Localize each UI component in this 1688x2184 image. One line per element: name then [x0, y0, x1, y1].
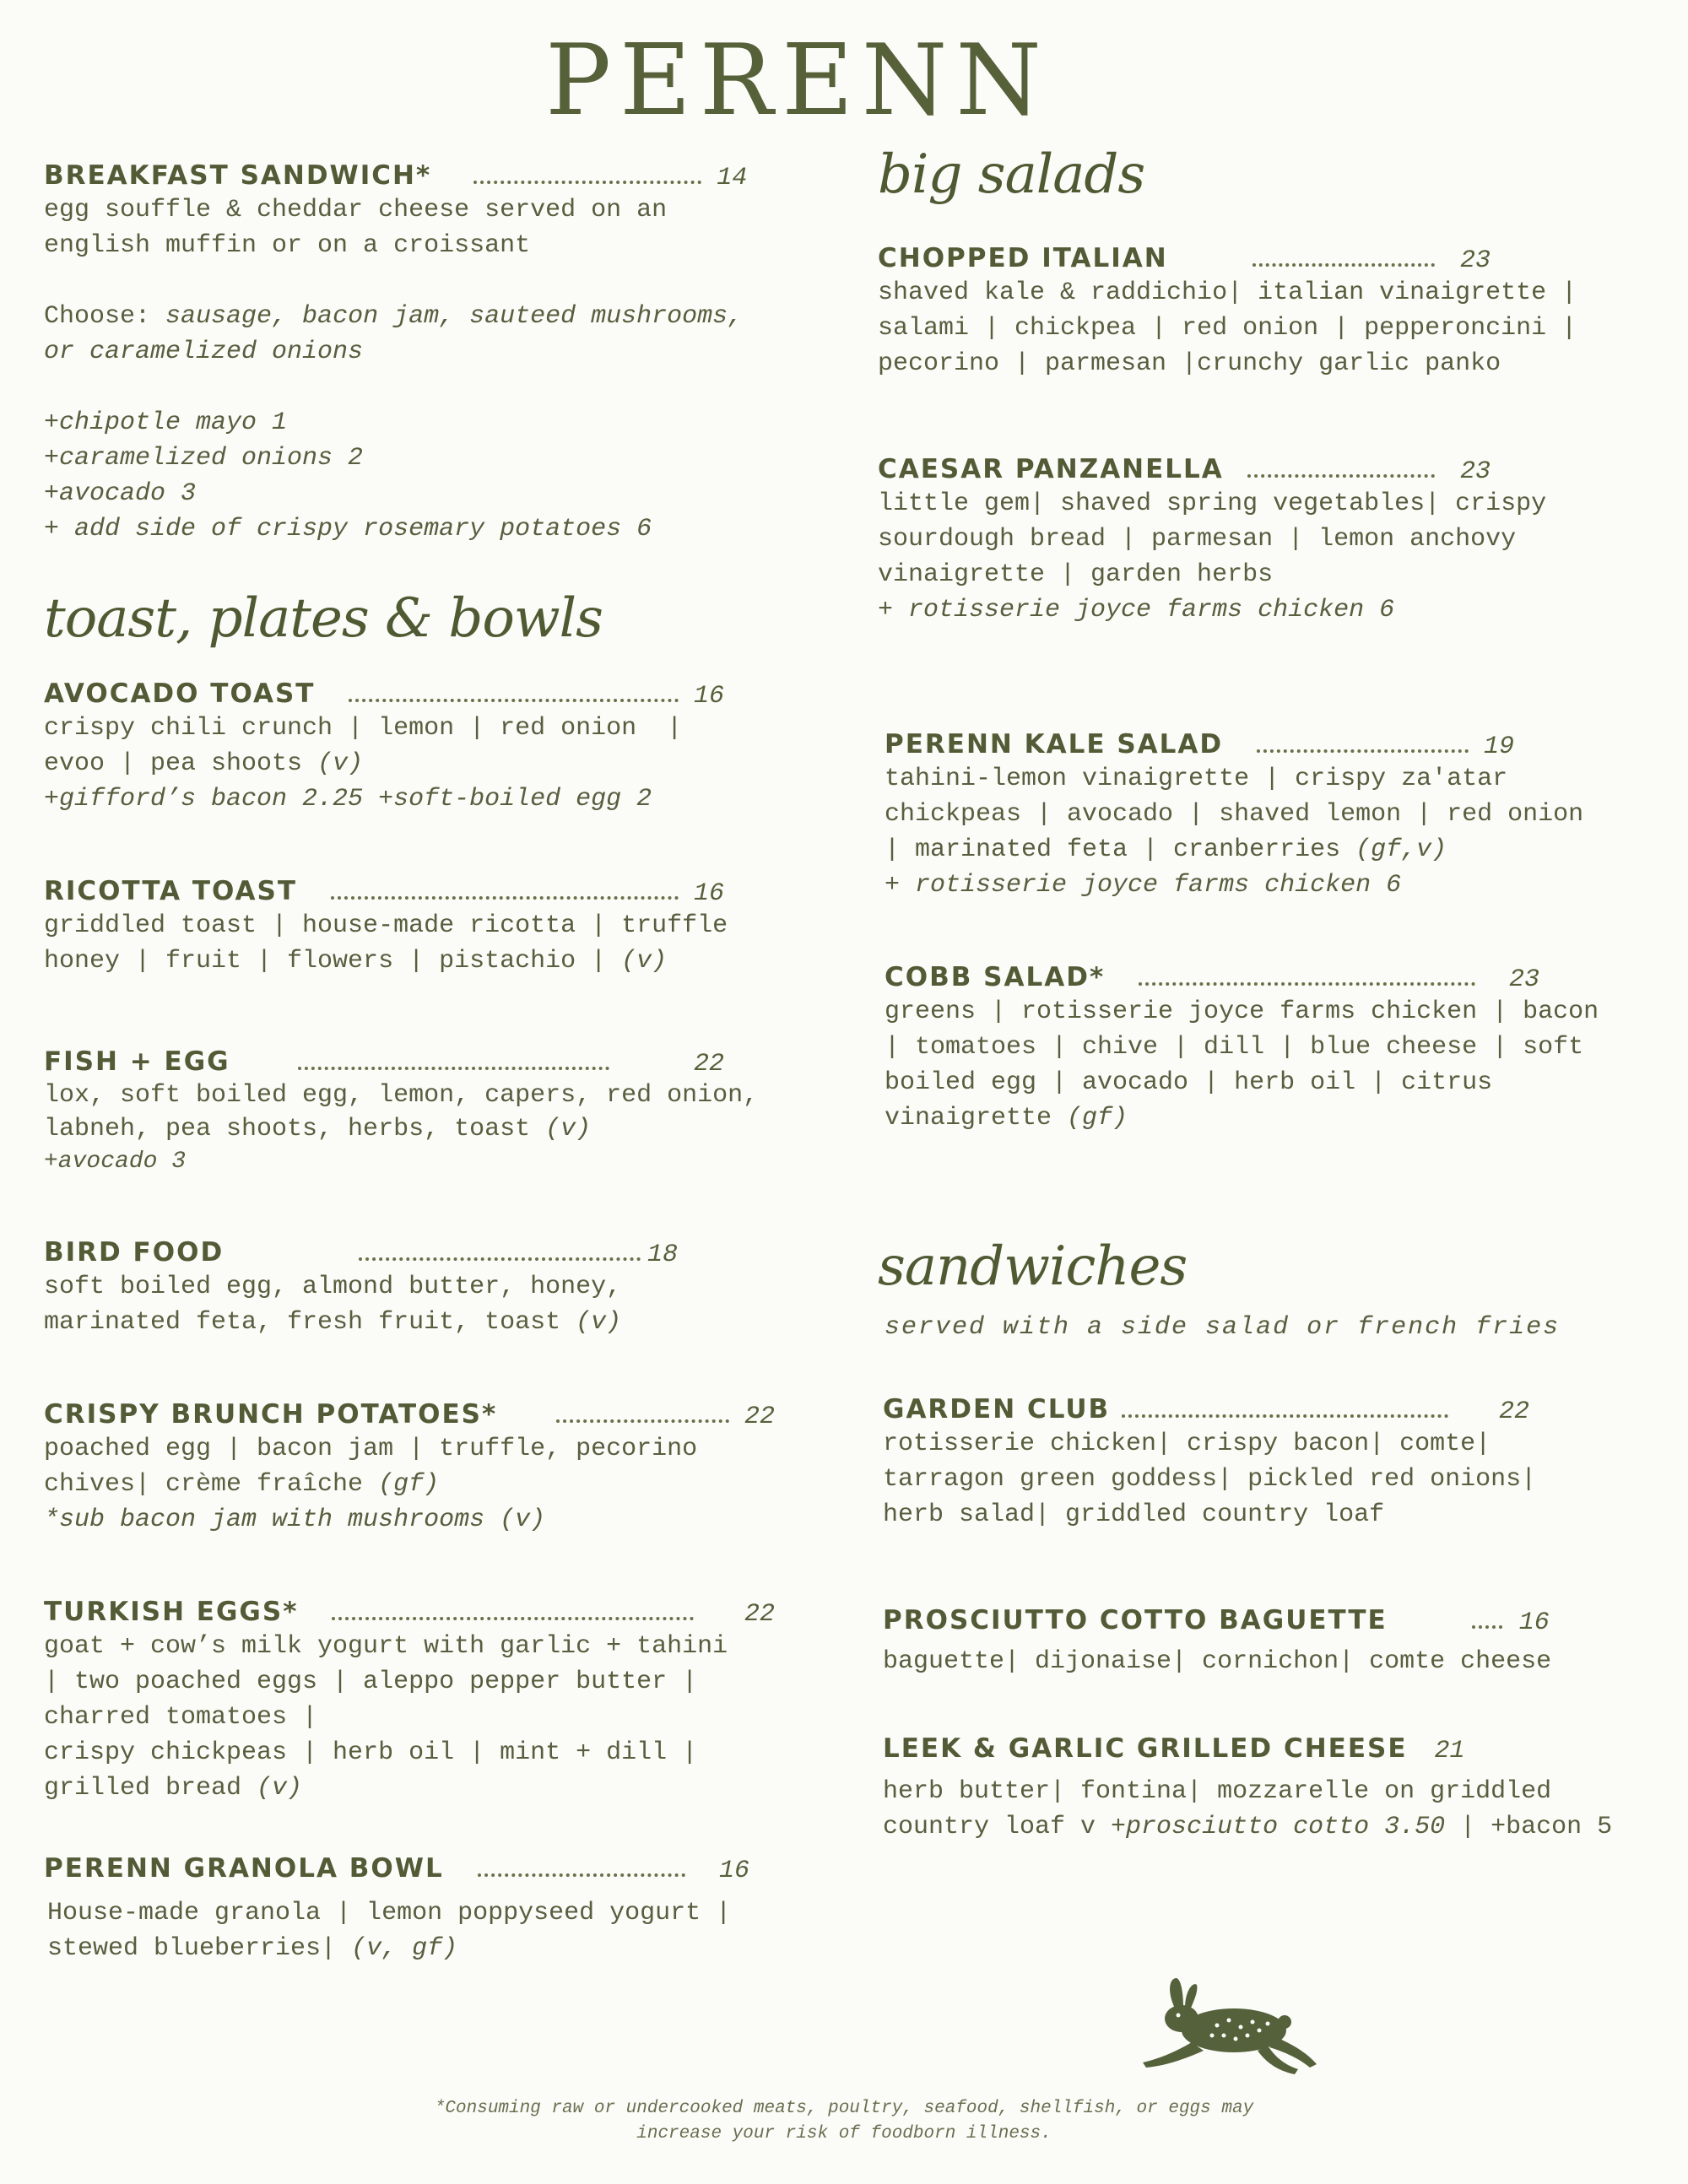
- leader-dots: [556, 1419, 729, 1423]
- dietary-tag: (gf): [378, 1470, 440, 1499]
- menu-item: [44, 1237, 803, 1340]
- leader-dots: [473, 181, 701, 184]
- item-description: poached egg | bacon jam | truffle, pecorino chives| crème fraîche: [44, 1435, 698, 1499]
- item-description: lox, soft boiled egg, lemon, capers, red onion, labneh, pea shoots, herbs, toast: [44, 1081, 759, 1143]
- section-heading-toast-plates-bowls: toast, plates & bowls: [44, 587, 603, 650]
- dietary-tag: (v): [257, 1774, 303, 1803]
- dietary-tag: (v): [545, 1115, 592, 1143]
- leader-dots: [1472, 1625, 1502, 1629]
- leader-dots: [332, 1617, 694, 1620]
- item-name: BIRD FOOD: [44, 1237, 225, 1268]
- item-price: 16: [694, 879, 725, 908]
- item-price: 19: [1484, 733, 1515, 761]
- menu-item-breakfast-sandwich: [44, 160, 803, 547]
- item-name: RICOTTA TOAST: [44, 876, 298, 906]
- right-column: [878, 143, 1654, 1845]
- item-description: soft boiled egg, almond butter, honey, marinated feta, fresh fruit, toast: [44, 1273, 622, 1337]
- leader-dots: [1247, 474, 1435, 478]
- leader-dots: [349, 699, 679, 702]
- section-heading-sandwiches: sandwiches: [878, 1235, 1188, 1298]
- item-name: CHOPPED ITALIAN: [878, 243, 1168, 273]
- menu-item: [44, 1046, 803, 1178]
- item-name: PROSCIUTTO COTTO BAGUETTE: [883, 1605, 1388, 1635]
- item-name: LEEK & GARLIC GRILLED CHEESE: [883, 1733, 1408, 1764]
- menu-item: [883, 1394, 1654, 1533]
- item-description: rotisserie chicken| crispy bacon| comte| tarragon green goddess| pickled red onions| herb salad| griddled country loaf: [883, 1430, 1537, 1529]
- leader-dots: [1139, 982, 1475, 986]
- leader-dots: [1252, 263, 1435, 267]
- menu-item: [885, 729, 1654, 903]
- menu-item: [44, 678, 803, 817]
- item-description: griddled toast | house-made ricotta | truffle honey | fruit | flowers | pistachio |: [44, 911, 728, 976]
- item-price: 22: [744, 1600, 776, 1629]
- item-extra: + rotisserie joyce farms chicken 6: [885, 871, 1402, 900]
- item-addon: +prosciutto cotto 3.50: [1111, 1813, 1446, 1841]
- menu-item: [878, 454, 1654, 628]
- sandwiches-subheading: served with a side salad or french fries: [885, 1313, 1561, 1342]
- item-description: little gem| shaved spring vegetables| crispy sourdough bread | parmesan | lemon anchovy vinaigrette | garden herbs: [878, 489, 1547, 589]
- section-heading-big-salads: big salads: [878, 143, 1145, 206]
- item-price: 14: [717, 164, 748, 192]
- menu-item: [44, 876, 803, 979]
- item-price: 23: [1460, 457, 1491, 486]
- item-description: crispy chili crunch | lemon | red onion | evoo | pea shoots: [44, 714, 683, 778]
- item-price: 23: [1509, 965, 1540, 994]
- item-name: CAESAR PANZANELLA: [878, 454, 1224, 484]
- item-name: PERENN GRANOLA BOWL: [44, 1853, 444, 1884]
- leader-dots: [359, 1257, 641, 1261]
- item-name: AVOCADO TOAST: [44, 678, 316, 709]
- menu-item: [44, 1399, 803, 1538]
- item-price: 16: [694, 682, 725, 711]
- restaurant-title: PERENN: [545, 24, 1050, 138]
- item-description: baguette| dijonaise| cornichon| comte cheese: [883, 1647, 1552, 1676]
- item-extra: *sub bacon jam with mushrooms (v): [44, 1506, 546, 1534]
- item-price: 16: [1518, 1608, 1550, 1637]
- item-description: shaved kale & raddichio| italian vinaigrette | salami | chickpea | red onion | pepperoncini | pecorino | parmesan |crunchy garlic panko: [878, 278, 1577, 378]
- item-name: BREAKFAST SANDWICH*: [44, 160, 432, 191]
- item-name: CRISPY BRUNCH POTATOES*: [44, 1399, 498, 1430]
- menu-item: [885, 962, 1654, 1136]
- menu-item: [44, 1853, 803, 1966]
- dietary-tag: (v): [621, 947, 668, 976]
- item-price: 16: [719, 1857, 750, 1885]
- dietary-tag: (gf,v): [1355, 835, 1447, 864]
- item-description: greens | rotisserie joyce farms chicken | bacon | tomatoes | chive | dill | blue cheese | soft boiled egg | avocado | herb oil | citrus vinaigrette: [885, 997, 1599, 1133]
- item-price: 22: [1499, 1397, 1530, 1426]
- item-description: tahini-lemon vinaigrette | crispy za'atar chickpeas | avocado | shaved lemon | red onion | marinated feta | cranberries: [885, 765, 1584, 864]
- menu-item: [44, 1597, 803, 1806]
- item-extra: +gifford’s bacon 2.25 +soft-boiled egg 2: [44, 785, 652, 814]
- item-extra: +avocado 3: [44, 1149, 187, 1175]
- dietary-tag: (v, gf): [351, 1934, 458, 1963]
- dietary-tag: (v): [576, 1308, 622, 1337]
- menu-item: [883, 1733, 1654, 1845]
- item-name: GARDEN CLUB: [883, 1394, 1111, 1424]
- item-price: 23: [1460, 246, 1491, 275]
- item-price: 21: [1434, 1737, 1465, 1765]
- item-price: 22: [694, 1050, 725, 1078]
- item-description: goat + cow’s milk yogurt with garlic + tahini | two poached eggs | aleppo pepper butter | charred tomatoes | crispy chickpeas | herb oil | mint + dill | grilled bread: [44, 1632, 728, 1803]
- dietary-tag: (v): [317, 749, 364, 778]
- item-description: herb butter| fontina| mozzarelle on griddled country loaf v: [883, 1777, 1552, 1841]
- item-name: PERENN KALE SALAD: [885, 729, 1224, 760]
- dietary-tag: (gf): [1067, 1104, 1128, 1133]
- item-name: TURKISH EGGS*: [44, 1597, 299, 1627]
- choose-label: Choose:: [44, 302, 166, 331]
- menu-item: [878, 243, 1654, 381]
- menu-item: [883, 1605, 1654, 1679]
- item-description: House-made granola | lemon poppyseed yogurt | stewed blueberries|: [47, 1899, 732, 1963]
- choose-options: sausage, bacon jam, sauteed mushrooms, or caramelized onions: [44, 302, 744, 366]
- item-name: FISH + EGG: [44, 1046, 230, 1077]
- item-addons: +chipotle mayo 1 +caramelized onions 2 +avocado 3 + add side of crispy rosemary potatoes 6: [44, 408, 652, 543]
- leader-dots: [331, 896, 679, 900]
- rabbit-icon: [1141, 1975, 1318, 2076]
- left-column: [44, 160, 803, 1966]
- leader-dots: [478, 1873, 685, 1877]
- item-description: egg souffle & cheddar cheese served on an english muffin or on a croissant: [44, 196, 668, 260]
- item-price: 18: [647, 1241, 679, 1269]
- item-extra: + rotisserie joyce farms chicken 6: [878, 596, 1395, 624]
- item-extra: | +bacon 5: [1445, 1813, 1613, 1841]
- left-items-list: [44, 678, 803, 1966]
- leader-dots: [1122, 1414, 1448, 1418]
- leader-dots: [298, 1067, 609, 1070]
- item-price: 22: [744, 1403, 776, 1431]
- food-safety-disclaimer: *Consuming raw or undercooked meats, poultry, seafood, shellfish, or eggs may increase your risk of foodborn illness.: [434, 2099, 1254, 2143]
- item-name: COBB SALAD*: [885, 962, 1106, 992]
- leader-dots: [1257, 749, 1469, 753]
